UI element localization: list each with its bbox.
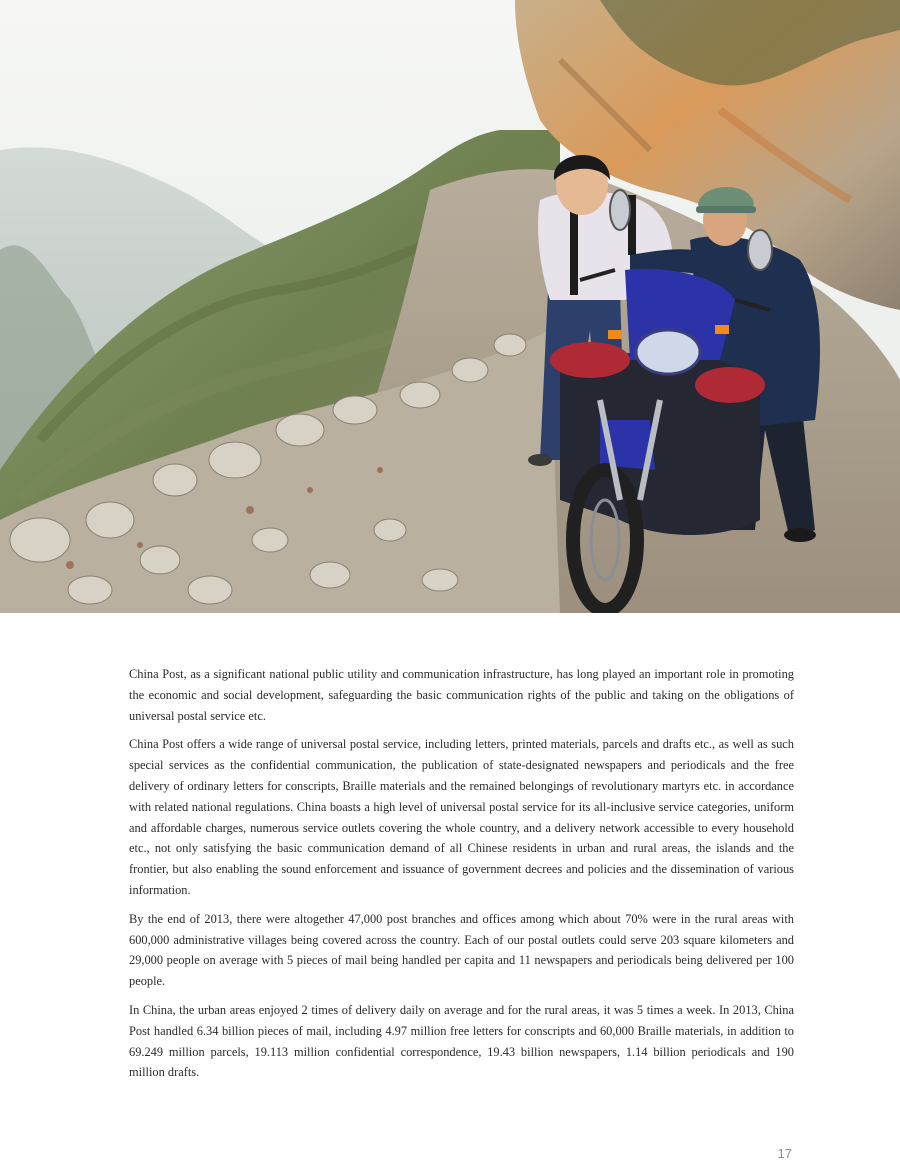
page-number: 17 bbox=[777, 1146, 792, 1161]
paragraph-2: China Post offers a wide range of universal postal service, including letters, printed materials, parcels and drafts etc., as well as such special services as the confidential communication, the publication of state-designated newspapers and periodicals and the free delivery of ordinary letters for conscripts, Braille materials and the remained belongings of revolutionary martyrs etc. in accordance with related national regulations. China boasts a high level of universal postal service for its all-inclusive service categories, uniform and affordable charges, numerous service outlets covering the whole country, and a delivery network accessible to every household etc., not only satisfying the basic communication demand of all Chinese residents in urban and rural areas, the islands and the frontier, but also enabling the sound enforcement and issuance of government decrees and policies and the dissemination of various information. bbox=[129, 737, 794, 897]
paragraph-3: By the end of 2013, there were altogether 47,000 post branches and offices among which about 70% were in the rural areas with 600,000 administrative villages being covered across the country. Each of our postal outlets could serve 203 square kilometers and 29,000 people on average with 5 pieces of mail being handled per capita and 11 newspapers and periodicals being delivered per 100 people. bbox=[129, 911, 794, 989]
paragraph-4: In China, the urban areas enjoyed 2 times of delivery daily on average and for the rural areas, it was 5 times a week. In 2013, China Post handled 6.34 billion pieces of mail, including 4.97 million free letters for conscripts and 60,000 Braille materials, in addition to 69.249 million parcels, 19.113 million confidential correspondence, 19.43 billion newspapers, 1.14 billion periodicals and 190 million drafts. bbox=[129, 1002, 794, 1080]
article-body bbox=[129, 664, 794, 1091]
paragraph-1: China Post, as a significant national public utility and communication infrastructure, has long played an important role in promoting the economic and social development, safeguarding the basic communication rights of the public and taking on the obligations of universal postal service etc. bbox=[129, 667, 794, 723]
